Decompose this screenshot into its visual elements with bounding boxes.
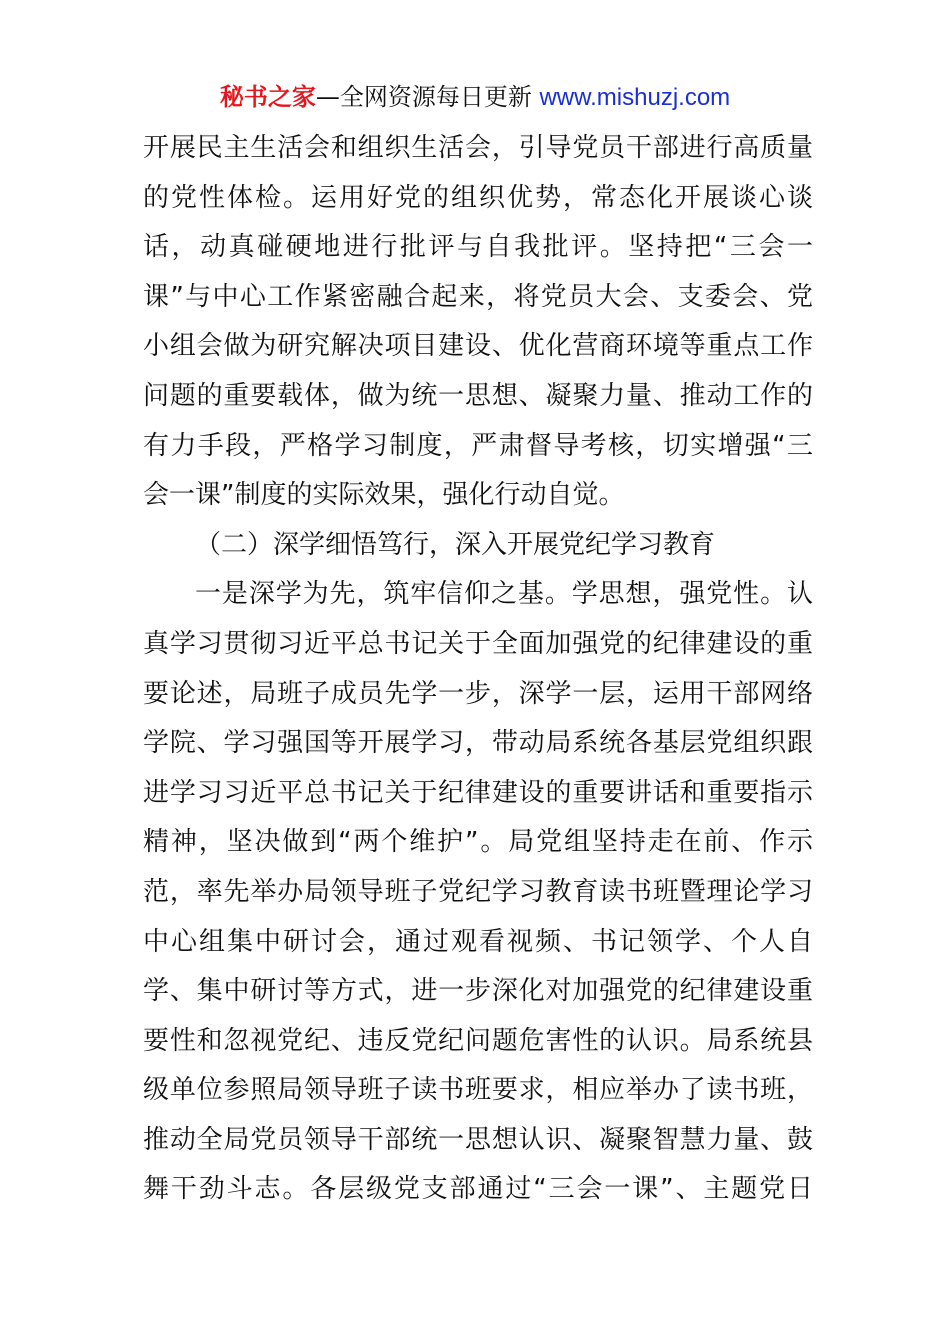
text-line: 开展民主生活会和组织生活会，引导党员干部进行高质量 [143, 133, 813, 163]
section-heading: （二）深学细悟笃行，深入开展党纪学习教育 [195, 529, 716, 560]
text-line: 范，率先举办局领导班子党纪学习教育读书班暨理论学习 [143, 876, 813, 907]
text-line: 真学习贯彻习近平总书记关于全面加强党的纪律建设的重 [143, 628, 813, 659]
text-line: 有力手段，严格学习制度，严肃督导考核，切实增强“三 [143, 430, 813, 461]
document-body [143, 124, 813, 1215]
text-line: 推动全局党员领导干部统一思想认识、凝聚智慧力量、鼓 [143, 1124, 813, 1155]
text-line: 学、集中研讨等方式，进一步深化对加强党的纪律建设重 [143, 976, 813, 1007]
site-url: www.mishuzj.com [539, 84, 731, 111]
text-line: 舞干劲斗志。各层级党支部通过“三会一课”、主题党日 [143, 1174, 813, 1205]
brand-name: 秘书之家 [219, 83, 316, 111]
text-line: 小组会做为研究解决项目建设、优化营商环境等重点工作 [143, 331, 813, 362]
text-line: 话，动真碰硬地进行批评与自我批评。坚持把“三会一 [143, 232, 813, 263]
text-line: 中心组集中研讨会，通过观看视频、书记领学、个人自 [143, 926, 813, 957]
text-line: 一是深学为先，筑牢信仰之基。学思想，强党性。认 [195, 579, 813, 610]
text-line: 精神，坚决做到“两个维护”。局党组坚持走在前、作示 [143, 827, 813, 858]
text-line: 学院、学习强国等开展学习，带动局系统各基层党组织跟 [143, 728, 813, 759]
text-line: 要论述，局班子成员先学一步，深学一层，运用干部网络 [143, 678, 813, 709]
text-line: 会一课”制度的实际效果，强化行动自觉。 [143, 480, 625, 511]
text-line: 的党性体检。运用好党的组织优势，常态化开展谈心谈 [143, 182, 813, 213]
text-line: 课”与中心工作紧密融合起来，将党员大会、支委会、党 [143, 281, 813, 312]
header-tagline: —全网资源每日更新 [315, 83, 540, 111]
text-line: 要性和忽视党纪、违反党纪问题危害性的认识。局系统县 [143, 1025, 813, 1056]
text-line: 级单位参照局领导班子读书班要求，相应举办了读书班， [143, 1075, 813, 1106]
site-header [0, 80, 950, 115]
text-line: 问题的重要载体，做为统一思想、凝聚力量、推动工作的 [143, 380, 813, 411]
text-line: 进学习习近平总书记关于纪律建设的重要讲话和重要指示 [143, 777, 813, 808]
